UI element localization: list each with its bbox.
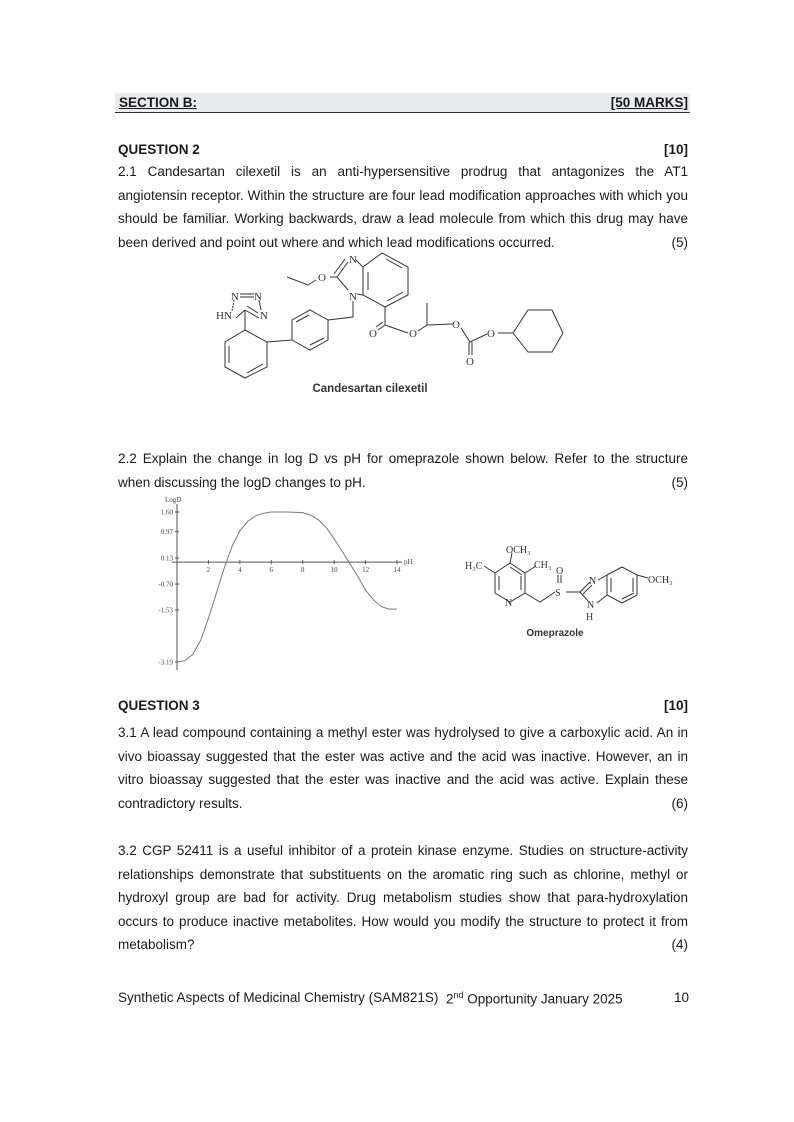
atom-label: OCH₃ — [648, 575, 673, 586]
section-marks: [50 MARKS] — [610, 95, 688, 110]
atom-label: N — [349, 291, 357, 303]
footer-course: Synthetic Aspects of Medicinal Chemistry (SAM821S) — [118, 990, 439, 1005]
atom-label: HN — [216, 310, 232, 322]
atom-label: O — [556, 566, 564, 577]
atom-label: N — [587, 600, 595, 611]
x-axis-label: pH — [404, 558, 413, 567]
x-tick-label: 12 — [362, 566, 370, 575]
atom-label: N — [349, 254, 357, 266]
atom-label: O — [466, 356, 474, 368]
x-tick-label: 8 — [300, 566, 305, 575]
section-title: SECTION B: — [119, 95, 198, 110]
atom-label: H — [586, 612, 594, 623]
x-tick-label: 2 — [206, 566, 211, 575]
x-tick-label: 4 — [238, 566, 242, 575]
question-marks: (5) — [671, 234, 688, 250]
question-text: 3.1 A lead compound containing a methyl ester was hydrolysed to give a carboxylic acid. An in vivo bioassay suggested that the ester was active and the acid was inactive. However, an in vitro bioassay suggested that the ester was inactive and the acid was active. Explain these contradictory results. — [118, 725, 688, 811]
x-tick-label: 6 — [269, 566, 274, 575]
structure-caption: Candesartan cilexetil — [312, 383, 428, 395]
y-tick-label: -0.70 — [158, 580, 173, 589]
footer-opportunity: 2nd Opportunity January 2025 — [446, 990, 623, 1007]
y-tick-label: 1.60 — [160, 508, 173, 517]
atom-label: H₃C — [465, 561, 483, 572]
x-tick-label: 10 — [330, 566, 338, 575]
x-tick-label: 14 — [393, 566, 401, 575]
atom-label: CH₃ — [534, 560, 552, 571]
question-marks: [10] — [663, 142, 688, 157]
question-title: QUESTION 3 — [118, 698, 200, 713]
atom-label: S — [555, 588, 561, 599]
question-marks: (5) — [671, 474, 688, 490]
y-tick-label: 0.13 — [160, 554, 173, 563]
question-marks: (4) — [671, 937, 688, 952]
footer-page-number: 10 — [674, 990, 690, 1005]
atom-label: N — [260, 310, 268, 322]
atom-label: N — [231, 291, 239, 303]
question-marks: (6) — [671, 795, 688, 811]
question-3-2 — [118, 839, 688, 957]
y-tick-label: -3.19 — [158, 658, 173, 667]
atom-label: O — [452, 319, 460, 331]
y-tick-label: -1.53 — [158, 606, 173, 615]
question-title: QUESTION 2 — [118, 142, 200, 157]
question-marks: [10] — [663, 698, 688, 713]
atom-label: O — [318, 272, 326, 284]
question-text: 2.2 Explain the change in log D vs pH for omeprazole shown below. Refer to the structure when discussing the logD changes to pH. — [118, 451, 688, 490]
y-tick-label: 0.97 — [160, 528, 173, 537]
atom-label: N — [505, 598, 513, 609]
question-3-1 — [118, 721, 688, 815]
atom-label: O — [487, 328, 495, 340]
question-text: 3.2 CGP 52411 is a useful inhibitor of a protein kinase enzyme. Studies on structure-activity relationships demonstrate that substituents on the aromatic ring such as chlorine, methyl or hydroxyl group are bad for activity. Drug metabolism studies show that para-hydroxylation occurs to produce inactive metabolites. How would you modify the structure to protect it from metabolism? — [118, 843, 688, 952]
atom-label: OCH₃ — [506, 545, 531, 556]
atom-label: N — [589, 576, 597, 587]
atom-label: O — [369, 328, 377, 340]
question-3-heading — [118, 698, 688, 713]
atom-label: N — [254, 291, 262, 303]
y-axis-label: LogD — [165, 496, 182, 504]
structure-caption: Omeprazole — [526, 628, 584, 639]
question-text: 2.1 Candesartan cilexetil is an anti-hypersensitive prodrug that antagonizes the AT1 angiotensin receptor. Within the structure are four lead modification approaches with which you should be familiar. Working backwards, draw a lead molecule from which this drug may have been derived and point out where and which lead modifications occurred. — [118, 164, 688, 250]
atom-label: O — [409, 328, 417, 340]
